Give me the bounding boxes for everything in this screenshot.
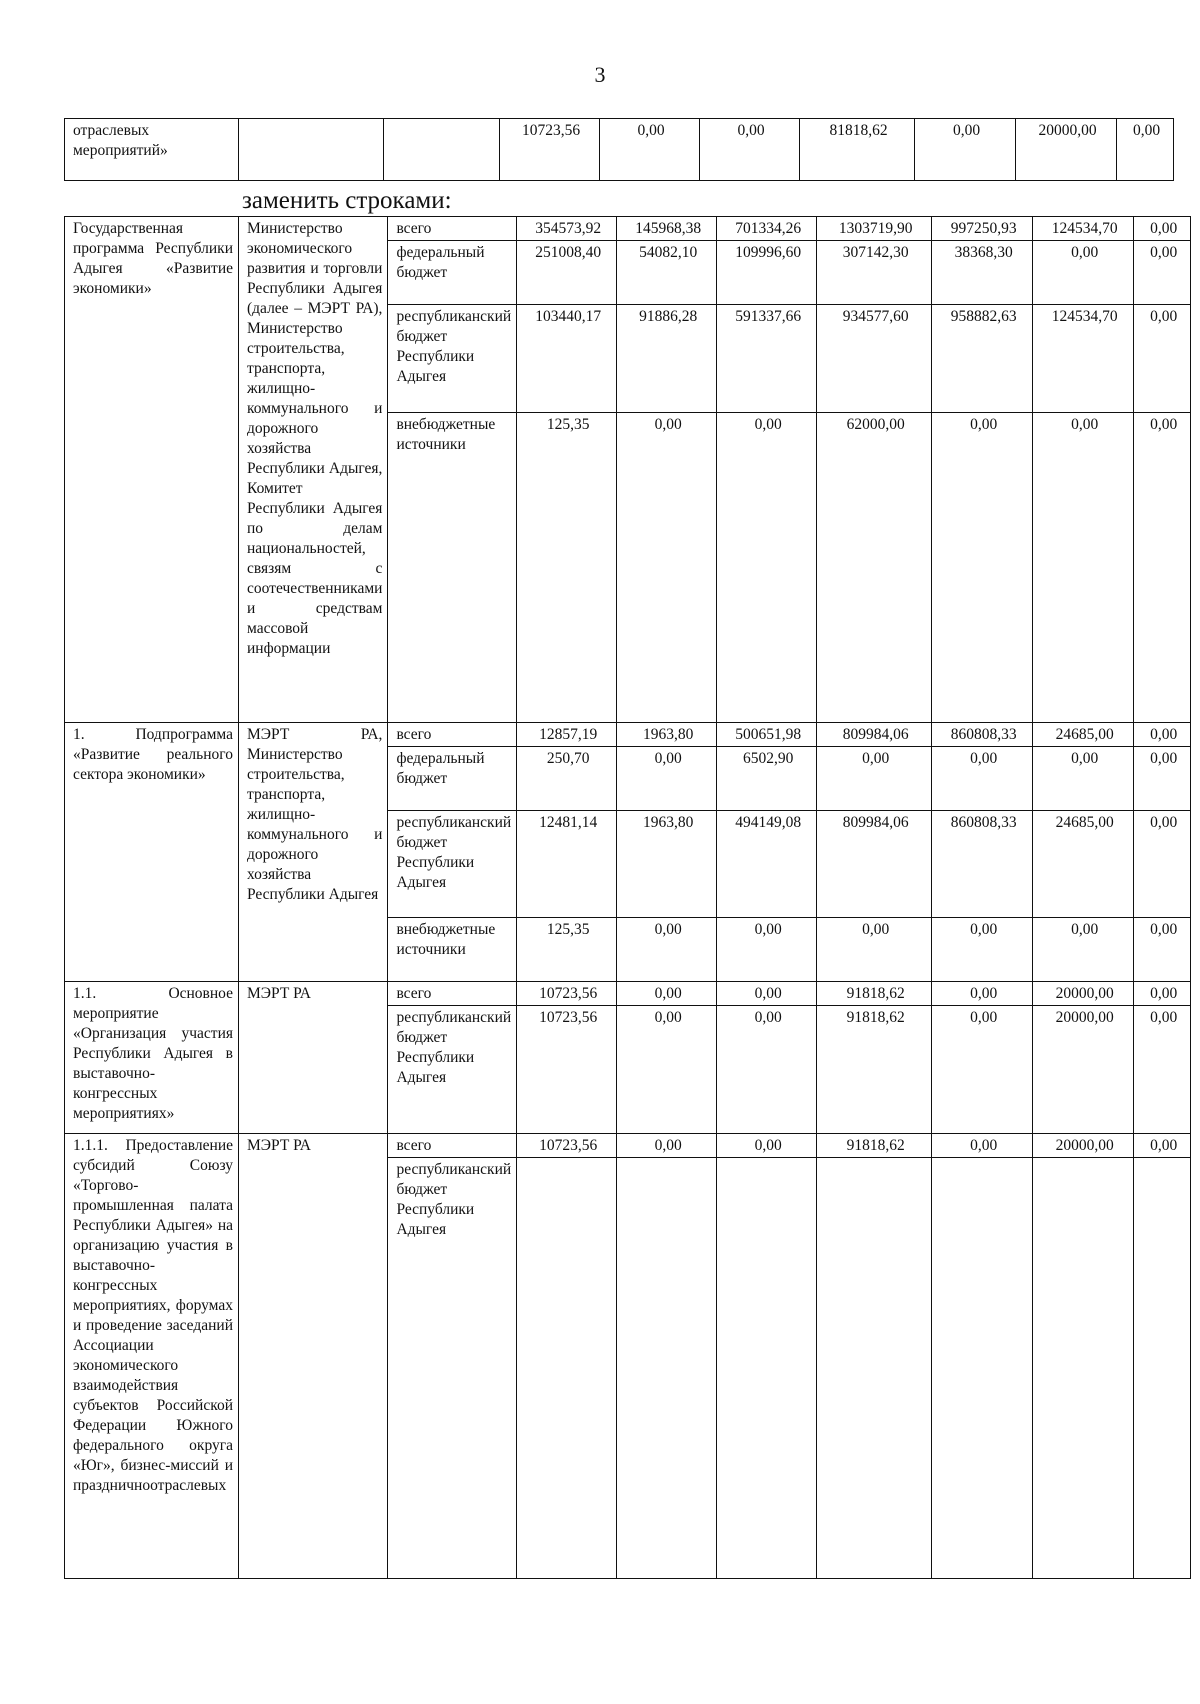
value-cell (1033, 1158, 1134, 1579)
program-cell: 1.1. Основное мероприятие «Организация участия Республики Адыгея в выставочно-конгрессных мероприятиях» (65, 982, 239, 1134)
value-cell: 0,00 (700, 119, 800, 181)
value-cell: 0,00 (1134, 918, 1191, 982)
value-cell: 124534,70 (1033, 217, 1134, 241)
value-cell: 103440,17 (517, 305, 617, 413)
program-cell: 1.1.1. Предоставление субсидий Союзу «Торгово-промышленная палата Республики Адыгея» на организацию участия в выставочно-конгрессных мероприятиях, форумах и проведение заседаний Ассоциации экономического взаимодействия субъектов Российской Федерации Южного федерального округа «Юг», бизнес-миссий и праздничноотраслевых (65, 1134, 239, 1579)
value-cell: 809984,06 (817, 811, 932, 918)
value-cell: 0,00 (617, 1006, 717, 1134)
value-cell: 10723,56 (517, 1134, 617, 1158)
value-cell: 1963,80 (617, 723, 717, 747)
value-cell: 0,00 (717, 918, 817, 982)
value-cell: 0,00 (1033, 413, 1134, 723)
value-cell: 701334,26 (717, 217, 817, 241)
value-cell: 91818,62 (817, 1134, 932, 1158)
value-cell: 20000,00 (1033, 1006, 1134, 1134)
table-row (65, 217, 1191, 241)
value-cell: 1963,80 (617, 811, 717, 918)
value-cell: 958882,63 (932, 305, 1033, 413)
value-cell: 591337,66 (717, 305, 817, 413)
value-cell: 860808,33 (932, 723, 1033, 747)
program-cell: отраслевых мероприятий» (65, 119, 239, 181)
value-cell: 24685,00 (1033, 811, 1134, 918)
value-cell: 0,00 (932, 1006, 1033, 1134)
value-cell: 81818,62 (800, 119, 915, 181)
value-cell: 10723,56 (517, 1006, 617, 1134)
value-cell: 0,00 (1134, 413, 1191, 723)
value-cell: 54082,10 (617, 241, 717, 305)
table-row (65, 1134, 1191, 1158)
value-cell: 0,00 (717, 413, 817, 723)
value-cell: 6502,90 (717, 747, 817, 811)
value-cell: 0,00 (1033, 241, 1134, 305)
program-cell: 1. Подпрограмма «Развитие реального сектора экономики» (65, 723, 239, 982)
replace-heading: заменить строками: (242, 187, 452, 214)
value-cell: 251008,40 (517, 241, 617, 305)
value-cell: 10723,56 (517, 982, 617, 1006)
value-cell: 0,00 (1134, 747, 1191, 811)
source-cell: федеральный бюджет (388, 241, 517, 305)
table-row (65, 119, 1174, 181)
value-cell: 12857,19 (517, 723, 617, 747)
value-cell: 0,00 (1134, 811, 1191, 918)
value-cell: 354573,92 (517, 217, 617, 241)
value-cell: 0,00 (1033, 747, 1134, 811)
value-cell: 809984,06 (817, 723, 932, 747)
value-cell: 0,00 (932, 982, 1033, 1006)
source-cell: федеральный бюджет (388, 747, 517, 811)
value-cell: 0,00 (817, 747, 932, 811)
executor-cell: Министерство экономического развития и торговли Республики Адыгея (далее – МЭРТ РА), Министерство строительства, транспорта, жилищно-коммунального и дорожного хозяйства Республики Адыгея, Комитет Республики Адыгея по делам национальностей, связям с соотечественниками и средствам массовой информации (239, 217, 388, 723)
value-cell: 109996,60 (717, 241, 817, 305)
source-cell: республиканский бюджет Республики Адыгея (388, 1006, 517, 1134)
source-cell: внебюджетные источники (388, 413, 517, 723)
source-cell: республиканский бюджет Республики Адыгея (388, 1158, 517, 1579)
value-cell: 0,00 (932, 413, 1033, 723)
value-cell (1134, 1158, 1191, 1579)
value-cell: 0,00 (932, 747, 1033, 811)
value-cell: 0,00 (1134, 305, 1191, 413)
value-cell: 0,00 (617, 982, 717, 1006)
source-cell: республиканский бюджет Республики Адыгея (388, 811, 517, 918)
value-cell (517, 1158, 617, 1579)
source-cell: всего (388, 1134, 517, 1158)
value-cell: 24685,00 (1033, 723, 1134, 747)
value-cell: 0,00 (617, 413, 717, 723)
value-cell: 62000,00 (817, 413, 932, 723)
value-cell: 91818,62 (817, 982, 932, 1006)
source-cell (384, 119, 500, 181)
value-cell: 0,00 (1134, 217, 1191, 241)
value-cell: 0,00 (1134, 982, 1191, 1006)
value-cell: 860808,33 (932, 811, 1033, 918)
value-cell: 0,00 (915, 119, 1016, 181)
value-cell: 0,00 (932, 918, 1033, 982)
executor-cell: МЭРТ РА (239, 982, 388, 1134)
value-cell: 20000,00 (1033, 982, 1134, 1006)
value-cell: 997250,93 (932, 217, 1033, 241)
previous-row-table (64, 118, 1174, 181)
page-number: 3 (594, 62, 606, 87)
value-cell: 1303719,90 (817, 217, 932, 241)
value-cell: 250,70 (517, 747, 617, 811)
table-row (65, 723, 1191, 747)
value-cell: 0,00 (1033, 918, 1134, 982)
value-cell: 124534,70 (1033, 305, 1134, 413)
value-cell (932, 1158, 1033, 1579)
value-cell: 0,00 (1134, 723, 1191, 747)
value-cell: 500651,98 (717, 723, 817, 747)
value-cell: 494149,08 (717, 811, 817, 918)
value-cell: 0,00 (717, 1134, 817, 1158)
source-cell: республиканский бюджет Республики Адыгея (388, 305, 517, 413)
replacement-table (64, 216, 1191, 1579)
executor-cell (239, 119, 384, 181)
value-cell: 125,35 (517, 413, 617, 723)
value-cell: 12481,14 (517, 811, 617, 918)
table-row (65, 982, 1191, 1006)
value-cell: 0,00 (617, 1134, 717, 1158)
source-cell: всего (388, 217, 517, 241)
value-cell: 0,00 (717, 1006, 817, 1134)
value-cell (817, 1158, 932, 1579)
value-cell: 0,00 (1134, 241, 1191, 305)
value-cell: 0,00 (617, 747, 717, 811)
value-cell: 38368,30 (932, 241, 1033, 305)
executor-cell: МЭРТ РА (239, 1134, 388, 1579)
value-cell: 0,00 (717, 982, 817, 1006)
value-cell: 0,00 (1117, 119, 1174, 181)
source-cell: внебюджетные источники (388, 918, 517, 982)
value-cell: 307142,30 (817, 241, 932, 305)
executor-cell: МЭРТ РА, Министерство строительства, транспорта, жилищно-коммунального и дорожного хозяйства Республики Адыгея (239, 723, 388, 982)
value-cell (717, 1158, 817, 1579)
value-cell: 20000,00 (1016, 119, 1117, 181)
value-cell: 0,00 (932, 1134, 1033, 1158)
value-cell: 20000,00 (1033, 1134, 1134, 1158)
value-cell: 91818,62 (817, 1006, 932, 1134)
value-cell: 10723,56 (500, 119, 600, 181)
value-cell: 145968,38 (617, 217, 717, 241)
value-cell: 0,00 (617, 918, 717, 982)
program-cell: Государственная программа Республики Адыгея «Развитие экономики» (65, 217, 239, 723)
value-cell: 0,00 (1134, 1006, 1191, 1134)
value-cell: 0,00 (817, 918, 932, 982)
source-cell: всего (388, 982, 517, 1006)
value-cell: 934577,60 (817, 305, 932, 413)
value-cell: 91886,28 (617, 305, 717, 413)
value-cell: 125,35 (517, 918, 617, 982)
value-cell: 0,00 (600, 119, 700, 181)
value-cell (617, 1158, 717, 1579)
source-cell: всего (388, 723, 517, 747)
value-cell: 0,00 (1134, 1134, 1191, 1158)
